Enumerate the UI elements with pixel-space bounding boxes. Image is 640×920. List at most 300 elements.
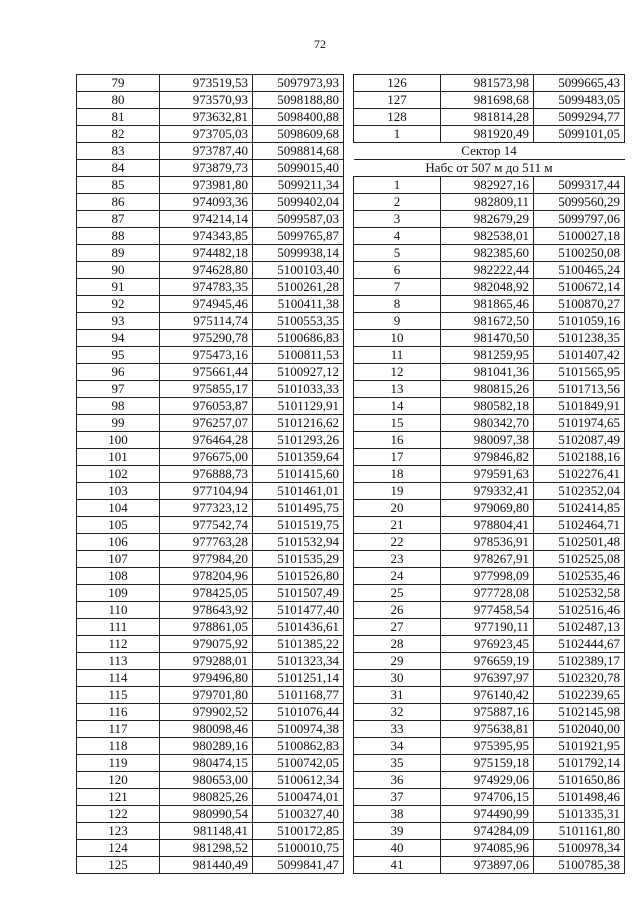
table-row xyxy=(354,500,625,517)
table-row xyxy=(354,109,625,126)
y-coordinate-cell: 5102525,08 xyxy=(534,551,625,568)
x-coordinate-cell: 979075,92 xyxy=(160,636,253,653)
point-number-cell: 8 xyxy=(354,296,441,313)
y-coordinate-cell: 5099938,14 xyxy=(253,245,344,262)
table-row xyxy=(354,211,625,228)
point-number-cell: 110 xyxy=(77,602,160,619)
table-row xyxy=(354,92,625,109)
point-number-cell: 34 xyxy=(354,738,441,755)
table-row xyxy=(354,704,625,721)
y-coordinate-cell: 5102501,48 xyxy=(534,534,625,551)
point-number-cell: 30 xyxy=(354,670,441,687)
x-coordinate-cell: 981698,68 xyxy=(441,92,534,109)
point-number-cell: 87 xyxy=(77,211,160,228)
x-coordinate-cell: 981470,50 xyxy=(441,330,534,347)
point-number-cell: 122 xyxy=(77,806,160,823)
point-number-cell: 6 xyxy=(354,262,441,279)
table-row xyxy=(354,415,625,432)
x-coordinate-cell: 982385,60 xyxy=(441,245,534,262)
point-number-cell: 115 xyxy=(77,687,160,704)
y-coordinate-cell: 5098609,68 xyxy=(253,126,344,143)
x-coordinate-cell: 973879,73 xyxy=(160,160,253,177)
y-coordinate-cell: 5098400,88 xyxy=(253,109,344,126)
table-row xyxy=(77,262,344,279)
x-coordinate-cell: 975114,74 xyxy=(160,313,253,330)
y-coordinate-cell: 5101713,56 xyxy=(534,381,625,398)
x-coordinate-cell: 982809,11 xyxy=(441,194,534,211)
table-row xyxy=(77,177,344,194)
table-row xyxy=(354,483,625,500)
y-coordinate-cell: 5102188,16 xyxy=(534,449,625,466)
y-coordinate-cell: 5102276,41 xyxy=(534,466,625,483)
y-coordinate-cell: 5101251,14 xyxy=(253,670,344,687)
table-row xyxy=(354,738,625,755)
table-row xyxy=(77,313,344,330)
x-coordinate-cell: 974343,85 xyxy=(160,228,253,245)
table-row xyxy=(77,75,344,92)
y-coordinate-cell: 5099765,87 xyxy=(253,228,344,245)
y-coordinate-cell: 5101507,49 xyxy=(253,585,344,602)
x-coordinate-cell: 981298,52 xyxy=(160,840,253,857)
y-coordinate-cell: 5099483,05 xyxy=(534,92,625,109)
x-coordinate-cell: 975887,16 xyxy=(441,704,534,721)
table-row xyxy=(77,381,344,398)
section-subtitle: Набс от 507 м до 511 м xyxy=(354,160,625,177)
x-coordinate-cell: 979496,80 xyxy=(160,670,253,687)
x-coordinate-cell: 974783,35 xyxy=(160,279,253,296)
table-row xyxy=(354,347,625,364)
point-number-cell: 101 xyxy=(77,449,160,466)
y-coordinate-cell: 5102535,46 xyxy=(534,568,625,585)
point-number-cell: 26 xyxy=(354,602,441,619)
table-row xyxy=(77,551,344,568)
table-row xyxy=(354,517,625,534)
point-number-cell: 22 xyxy=(354,534,441,551)
point-number-cell: 11 xyxy=(354,347,441,364)
point-number-cell: 93 xyxy=(77,313,160,330)
table-row xyxy=(77,500,344,517)
point-number-cell: 5 xyxy=(354,245,441,262)
x-coordinate-cell: 982222,44 xyxy=(441,262,534,279)
table-row xyxy=(77,143,344,160)
point-number-cell: 23 xyxy=(354,551,441,568)
table-row xyxy=(354,330,625,347)
point-number-cell: 19 xyxy=(354,483,441,500)
x-coordinate-cell: 976888,73 xyxy=(160,466,253,483)
x-coordinate-cell: 974085,96 xyxy=(441,840,534,857)
point-number-cell: 126 xyxy=(354,75,441,92)
table-row xyxy=(77,789,344,806)
y-coordinate-cell: 5099211,34 xyxy=(253,177,344,194)
point-number-cell: 81 xyxy=(77,109,160,126)
point-number-cell: 106 xyxy=(77,534,160,551)
y-coordinate-cell: 5102145,98 xyxy=(534,704,625,721)
x-coordinate-cell: 974706,15 xyxy=(441,789,534,806)
table-row xyxy=(77,704,344,721)
x-coordinate-cell: 981041,36 xyxy=(441,364,534,381)
point-number-cell: 21 xyxy=(354,517,441,534)
x-coordinate-cell: 975473,16 xyxy=(160,347,253,364)
y-coordinate-cell: 5099797,06 xyxy=(534,211,625,228)
x-coordinate-cell: 979332,41 xyxy=(441,483,534,500)
y-coordinate-cell: 5101495,75 xyxy=(253,500,344,517)
x-coordinate-cell: 981672,50 xyxy=(441,313,534,330)
y-coordinate-cell: 5099317,44 xyxy=(534,177,625,194)
point-number-cell: 108 xyxy=(77,568,160,585)
y-coordinate-cell: 5101385,22 xyxy=(253,636,344,653)
x-coordinate-cell: 974214,14 xyxy=(160,211,253,228)
point-number-cell: 39 xyxy=(354,823,441,840)
table-row xyxy=(354,449,625,466)
point-number-cell: 84 xyxy=(77,160,160,177)
y-coordinate-cell: 5099665,43 xyxy=(534,75,625,92)
point-number-cell: 15 xyxy=(354,415,441,432)
point-number-cell: 95 xyxy=(77,347,160,364)
table-row xyxy=(354,568,625,585)
y-coordinate-cell: 5102040,00 xyxy=(534,721,625,738)
y-coordinate-cell: 5101849,91 xyxy=(534,398,625,415)
table-row xyxy=(77,653,344,670)
table-row xyxy=(354,126,625,143)
point-number-cell: 1 xyxy=(354,177,441,194)
section-title-row xyxy=(354,143,625,160)
y-coordinate-cell: 5100465,24 xyxy=(534,262,625,279)
x-coordinate-cell: 977763,28 xyxy=(160,534,253,551)
x-coordinate-cell: 973570,93 xyxy=(160,92,253,109)
x-coordinate-cell: 974093,36 xyxy=(160,194,253,211)
x-coordinate-cell: 980653,00 xyxy=(160,772,253,789)
x-coordinate-cell: 979069,80 xyxy=(441,500,534,517)
point-number-cell: 111 xyxy=(77,619,160,636)
y-coordinate-cell: 5101033,33 xyxy=(253,381,344,398)
x-coordinate-cell: 982048,92 xyxy=(441,279,534,296)
y-coordinate-cell: 5100103,40 xyxy=(253,262,344,279)
x-coordinate-cell: 977728,08 xyxy=(441,585,534,602)
y-coordinate-cell: 5101650,86 xyxy=(534,772,625,789)
point-number-cell: 123 xyxy=(77,823,160,840)
y-coordinate-cell: 5100027,18 xyxy=(534,228,625,245)
y-coordinate-cell: 5100172,85 xyxy=(253,823,344,840)
y-coordinate-cell: 5098814,68 xyxy=(253,143,344,160)
table-row xyxy=(354,653,625,670)
y-coordinate-cell: 5100974,38 xyxy=(253,721,344,738)
point-number-cell: 116 xyxy=(77,704,160,721)
point-number-cell: 97 xyxy=(77,381,160,398)
x-coordinate-cell: 979701,80 xyxy=(160,687,253,704)
table-row xyxy=(77,109,344,126)
point-number-cell: 107 xyxy=(77,551,160,568)
point-number-cell: 32 xyxy=(354,704,441,721)
point-number-cell: 83 xyxy=(77,143,160,160)
x-coordinate-cell: 978204,96 xyxy=(160,568,253,585)
table-row xyxy=(354,313,625,330)
point-number-cell: 113 xyxy=(77,653,160,670)
y-coordinate-cell: 5101498,46 xyxy=(534,789,625,806)
x-coordinate-cell: 975395,95 xyxy=(441,738,534,755)
table-row xyxy=(77,755,344,772)
table-row xyxy=(354,721,625,738)
x-coordinate-cell: 977984,20 xyxy=(160,551,253,568)
y-coordinate-cell: 5100261,28 xyxy=(253,279,344,296)
x-coordinate-cell: 977458,54 xyxy=(441,602,534,619)
point-number-cell: 25 xyxy=(354,585,441,602)
y-coordinate-cell: 5097973,93 xyxy=(253,75,344,92)
y-coordinate-cell: 5102414,85 xyxy=(534,500,625,517)
x-coordinate-cell: 975661,44 xyxy=(160,364,253,381)
y-coordinate-cell: 5098188,80 xyxy=(253,92,344,109)
y-coordinate-cell: 5102352,04 xyxy=(534,483,625,500)
table-row xyxy=(354,585,625,602)
point-number-cell: 119 xyxy=(77,755,160,772)
table-row xyxy=(77,857,344,874)
point-number-cell: 27 xyxy=(354,619,441,636)
table-row xyxy=(354,636,625,653)
x-coordinate-cell: 973705,03 xyxy=(160,126,253,143)
table-row xyxy=(77,432,344,449)
x-coordinate-cell: 980582,18 xyxy=(441,398,534,415)
table-row xyxy=(77,585,344,602)
table-row xyxy=(77,415,344,432)
table-row xyxy=(354,534,625,551)
point-number-cell: 118 xyxy=(77,738,160,755)
point-number-cell: 82 xyxy=(77,126,160,143)
point-number-cell: 127 xyxy=(354,92,441,109)
y-coordinate-cell: 5101974,65 xyxy=(534,415,625,432)
x-coordinate-cell: 982679,29 xyxy=(441,211,534,228)
point-number-cell: 36 xyxy=(354,772,441,789)
point-number-cell: 13 xyxy=(354,381,441,398)
x-coordinate-cell: 974482,18 xyxy=(160,245,253,262)
table-row xyxy=(354,551,625,568)
y-coordinate-cell: 5099560,29 xyxy=(534,194,625,211)
y-coordinate-cell: 5101161,80 xyxy=(534,823,625,840)
y-coordinate-cell: 5101216,62 xyxy=(253,415,344,432)
x-coordinate-cell: 975290,78 xyxy=(160,330,253,347)
table-row xyxy=(77,466,344,483)
table-row xyxy=(77,347,344,364)
y-coordinate-cell: 5101436,61 xyxy=(253,619,344,636)
table-row xyxy=(77,738,344,755)
table-row xyxy=(77,330,344,347)
point-number-cell: 90 xyxy=(77,262,160,279)
x-coordinate-cell: 978425,05 xyxy=(160,585,253,602)
table-row xyxy=(77,534,344,551)
y-coordinate-cell: 5100250,08 xyxy=(534,245,625,262)
x-coordinate-cell: 974929,06 xyxy=(441,772,534,789)
table-row xyxy=(77,568,344,585)
table-row xyxy=(77,840,344,857)
x-coordinate-cell: 980825,26 xyxy=(160,789,253,806)
y-coordinate-cell: 5101519,75 xyxy=(253,517,344,534)
y-coordinate-cell: 5099294,77 xyxy=(534,109,625,126)
y-coordinate-cell: 5101792,14 xyxy=(534,755,625,772)
table-row xyxy=(77,228,344,245)
x-coordinate-cell: 973897,06 xyxy=(441,857,534,874)
point-number-cell: 92 xyxy=(77,296,160,313)
point-number-cell: 86 xyxy=(77,194,160,211)
point-number-cell: 12 xyxy=(354,364,441,381)
y-coordinate-cell: 5100553,35 xyxy=(253,313,344,330)
point-number-cell: 18 xyxy=(354,466,441,483)
point-number-cell: 4 xyxy=(354,228,441,245)
table-row xyxy=(354,432,625,449)
y-coordinate-cell: 5102389,17 xyxy=(534,653,625,670)
table-row xyxy=(77,398,344,415)
point-number-cell: 10 xyxy=(354,330,441,347)
y-coordinate-cell: 5102320,78 xyxy=(534,670,625,687)
table-row xyxy=(77,772,344,789)
table-row xyxy=(354,670,625,687)
table-row xyxy=(354,619,625,636)
y-coordinate-cell: 5101415,60 xyxy=(253,466,344,483)
x-coordinate-cell: 981573,98 xyxy=(441,75,534,92)
point-number-cell: 85 xyxy=(77,177,160,194)
point-number-cell: 3 xyxy=(354,211,441,228)
x-coordinate-cell: 974945,46 xyxy=(160,296,253,313)
point-number-cell: 40 xyxy=(354,840,441,857)
table-row xyxy=(77,160,344,177)
y-coordinate-cell: 5101477,40 xyxy=(253,602,344,619)
y-coordinate-cell: 5100785,38 xyxy=(534,857,625,874)
point-number-cell: 103 xyxy=(77,483,160,500)
table-row xyxy=(77,517,344,534)
y-coordinate-cell: 5101076,44 xyxy=(253,704,344,721)
x-coordinate-cell: 981865,46 xyxy=(441,296,534,313)
point-number-cell: 33 xyxy=(354,721,441,738)
x-coordinate-cell: 976923,45 xyxy=(441,636,534,653)
point-number-cell: 16 xyxy=(354,432,441,449)
y-coordinate-cell: 5100811,53 xyxy=(253,347,344,364)
point-number-cell: 104 xyxy=(77,500,160,517)
y-coordinate-cell: 5100411,38 xyxy=(253,296,344,313)
x-coordinate-cell: 980289,16 xyxy=(160,738,253,755)
x-coordinate-cell: 978643,92 xyxy=(160,602,253,619)
point-number-cell: 38 xyxy=(354,806,441,823)
x-coordinate-cell: 977542,74 xyxy=(160,517,253,534)
y-coordinate-cell: 5100862,83 xyxy=(253,738,344,755)
y-coordinate-cell: 5100978,34 xyxy=(534,840,625,857)
table-row xyxy=(77,245,344,262)
table-row xyxy=(77,92,344,109)
table-row xyxy=(354,772,625,789)
point-number-cell: 9 xyxy=(354,313,441,330)
y-coordinate-cell: 5101323,34 xyxy=(253,653,344,670)
point-number-cell: 35 xyxy=(354,755,441,772)
x-coordinate-cell: 977323,12 xyxy=(160,500,253,517)
x-coordinate-cell: 979902,52 xyxy=(160,704,253,721)
table-row xyxy=(77,806,344,823)
x-coordinate-cell: 978804,41 xyxy=(441,517,534,534)
point-number-cell: 99 xyxy=(77,415,160,432)
y-coordinate-cell: 5100686,83 xyxy=(253,330,344,347)
y-coordinate-cell: 5101921,95 xyxy=(534,738,625,755)
table-row xyxy=(354,75,625,92)
x-coordinate-cell: 981259,95 xyxy=(441,347,534,364)
y-coordinate-cell: 5101461,01 xyxy=(253,483,344,500)
point-number-cell: 41 xyxy=(354,857,441,874)
point-number-cell: 100 xyxy=(77,432,160,449)
point-number-cell: 114 xyxy=(77,670,160,687)
x-coordinate-cell: 973787,40 xyxy=(160,143,253,160)
point-number-cell: 88 xyxy=(77,228,160,245)
y-coordinate-cell: 5100612,34 xyxy=(253,772,344,789)
point-number-cell: 124 xyxy=(77,840,160,857)
y-coordinate-cell: 5099587,03 xyxy=(253,211,344,228)
x-coordinate-cell: 975159,18 xyxy=(441,755,534,772)
y-coordinate-cell: 5101168,77 xyxy=(253,687,344,704)
table-row xyxy=(77,602,344,619)
x-coordinate-cell: 974628,80 xyxy=(160,262,253,279)
table-row xyxy=(354,806,625,823)
point-number-cell: 1 xyxy=(354,126,441,143)
x-coordinate-cell: 980474,15 xyxy=(160,755,253,772)
y-coordinate-cell: 5101359,64 xyxy=(253,449,344,466)
point-number-cell: 31 xyxy=(354,687,441,704)
point-number-cell: 109 xyxy=(77,585,160,602)
x-coordinate-cell: 977104,94 xyxy=(160,483,253,500)
point-number-cell: 128 xyxy=(354,109,441,126)
table-row xyxy=(77,636,344,653)
table-row xyxy=(354,687,625,704)
table-row xyxy=(354,245,625,262)
table-row xyxy=(354,602,625,619)
x-coordinate-cell: 973981,80 xyxy=(160,177,253,194)
y-coordinate-cell: 5101526,80 xyxy=(253,568,344,585)
y-coordinate-cell: 5102464,71 xyxy=(534,517,625,534)
x-coordinate-cell: 973519,53 xyxy=(160,75,253,92)
table-row xyxy=(354,364,625,381)
x-coordinate-cell: 980342,70 xyxy=(441,415,534,432)
table-row xyxy=(77,721,344,738)
x-coordinate-cell: 979846,82 xyxy=(441,449,534,466)
point-number-cell: 24 xyxy=(354,568,441,585)
y-coordinate-cell: 5099841,47 xyxy=(253,857,344,874)
x-coordinate-cell: 976675,00 xyxy=(160,449,253,466)
table-row xyxy=(77,449,344,466)
y-coordinate-cell: 5101238,35 xyxy=(534,330,625,347)
point-number-cell: 20 xyxy=(354,500,441,517)
y-coordinate-cell: 5102516,46 xyxy=(534,602,625,619)
x-coordinate-cell: 975855,17 xyxy=(160,381,253,398)
table-row xyxy=(354,755,625,772)
table-row xyxy=(354,296,625,313)
y-coordinate-cell: 5099101,05 xyxy=(534,126,625,143)
point-number-cell: 102 xyxy=(77,466,160,483)
table-row xyxy=(77,194,344,211)
left-table-body xyxy=(77,75,344,874)
x-coordinate-cell: 978861,05 xyxy=(160,619,253,636)
point-number-cell: 91 xyxy=(77,279,160,296)
y-coordinate-cell: 5101532,94 xyxy=(253,534,344,551)
x-coordinate-cell: 982538,01 xyxy=(441,228,534,245)
table-row xyxy=(354,177,625,194)
x-coordinate-cell: 975638,81 xyxy=(441,721,534,738)
y-coordinate-cell: 5101059,16 xyxy=(534,313,625,330)
x-coordinate-cell: 976659,19 xyxy=(441,653,534,670)
y-coordinate-cell: 5101293,26 xyxy=(253,432,344,449)
point-number-cell: 14 xyxy=(354,398,441,415)
point-number-cell: 112 xyxy=(77,636,160,653)
y-coordinate-cell: 5102087,49 xyxy=(534,432,625,449)
x-coordinate-cell: 976397,97 xyxy=(441,670,534,687)
page-number: 72 xyxy=(314,37,326,51)
x-coordinate-cell: 976257,07 xyxy=(160,415,253,432)
y-coordinate-cell: 5101565,95 xyxy=(534,364,625,381)
table-row xyxy=(77,211,344,228)
table-row xyxy=(354,398,625,415)
x-coordinate-cell: 980815,26 xyxy=(441,381,534,398)
point-number-cell: 89 xyxy=(77,245,160,262)
